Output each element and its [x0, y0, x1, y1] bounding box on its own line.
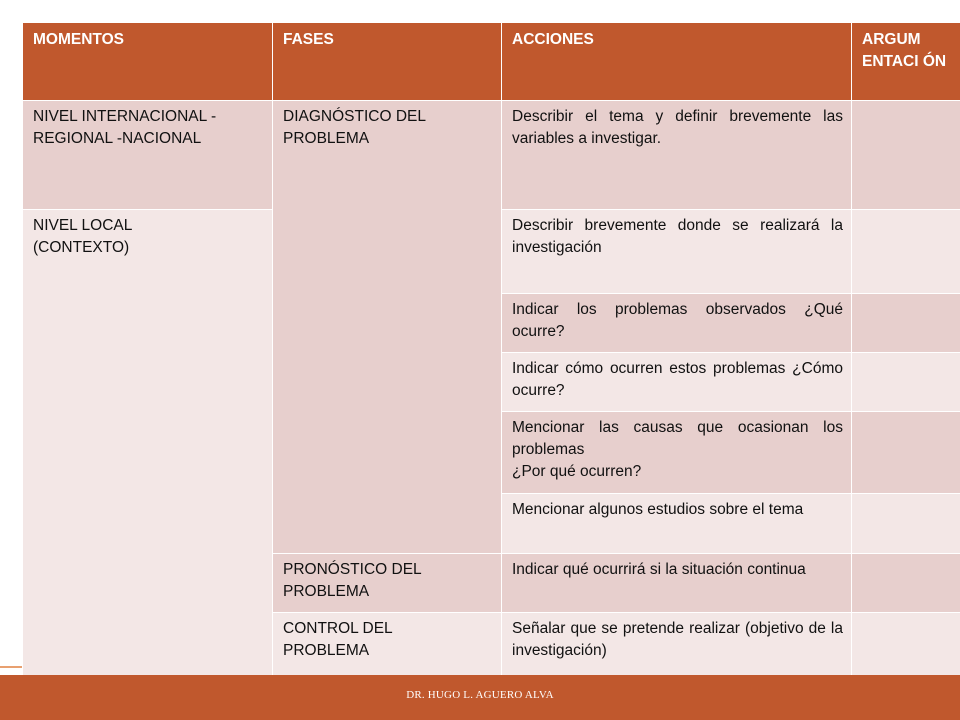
footer-bar: [0, 675, 960, 720]
momento-line: NIVEL INTERNACIONAL -: [33, 108, 217, 125]
momento-cell-local: [23, 210, 273, 676]
accion-cell: Mencionar algunos estudios sobre el tema: [502, 494, 852, 554]
accion-cell: Describir el tema y definir brevemente las variables a investigar.: [502, 101, 852, 210]
header-row: [23, 23, 960, 101]
argumentacion-cell[interactable]: [852, 101, 960, 210]
fase-line: PROBLEMA: [283, 130, 370, 147]
momento-line: REGIONAL -NACIONAL: [33, 130, 202, 147]
accent-line: [0, 666, 22, 668]
accion-line: Mencionar las causas que ocasionan los problemas: [512, 419, 843, 458]
argumentacion-cell[interactable]: [852, 494, 960, 554]
research-table: [22, 22, 960, 676]
momento-line: (CONTEXTO): [33, 239, 130, 256]
accion-cell: Señalar que se pretende realizar (objetivo de la investigación): [502, 613, 852, 676]
momento-line: NIVEL LOCAL: [33, 217, 133, 234]
fase-line: DIAGNÓSTICO DEL: [283, 108, 426, 125]
accion-line: ¿Por qué ocurren?: [512, 463, 642, 480]
argumentacion-cell[interactable]: [852, 210, 960, 294]
header-momentos: MOMENTOS: [23, 23, 273, 101]
fase-cell-control: [273, 613, 502, 676]
table-row: [23, 101, 960, 210]
fase-cell-pronostico: [273, 554, 502, 613]
momento-cell-internacional: [23, 101, 273, 210]
argumentacion-cell[interactable]: [852, 353, 960, 412]
fase-line: PRONÓSTICO DEL: [283, 561, 422, 578]
fase-line: PROBLEMA: [283, 583, 370, 600]
argumentacion-cell[interactable]: [852, 613, 960, 676]
argumentacion-cell[interactable]: [852, 412, 960, 494]
accion-cell: Indicar qué ocurrirá si la situación continua: [502, 554, 852, 613]
footer-author: DR. HUGO L. AGUERO ALVA: [406, 689, 554, 701]
argumentacion-cell[interactable]: [852, 294, 960, 353]
accion-cell: Indicar cómo ocurren estos problemas ¿Cómo ocurre?: [502, 353, 852, 412]
header-acciones: ACCIONES: [502, 23, 852, 101]
argumentacion-cell[interactable]: [852, 554, 960, 613]
accion-cell: Indicar los problemas observados ¿Qué ocurre?: [502, 294, 852, 353]
header-fases: FASES: [273, 23, 502, 101]
accion-cell: Describir brevemente donde se realizará la investigación: [502, 210, 852, 294]
header-argumentacion: ARGUM ENTACI ÓN: [852, 23, 960, 101]
fase-line: CONTROL DEL: [283, 620, 393, 637]
accion-cell: [502, 412, 852, 494]
fase-line: PROBLEMA: [283, 642, 370, 659]
fase-cell-diagnostico: [273, 101, 502, 554]
